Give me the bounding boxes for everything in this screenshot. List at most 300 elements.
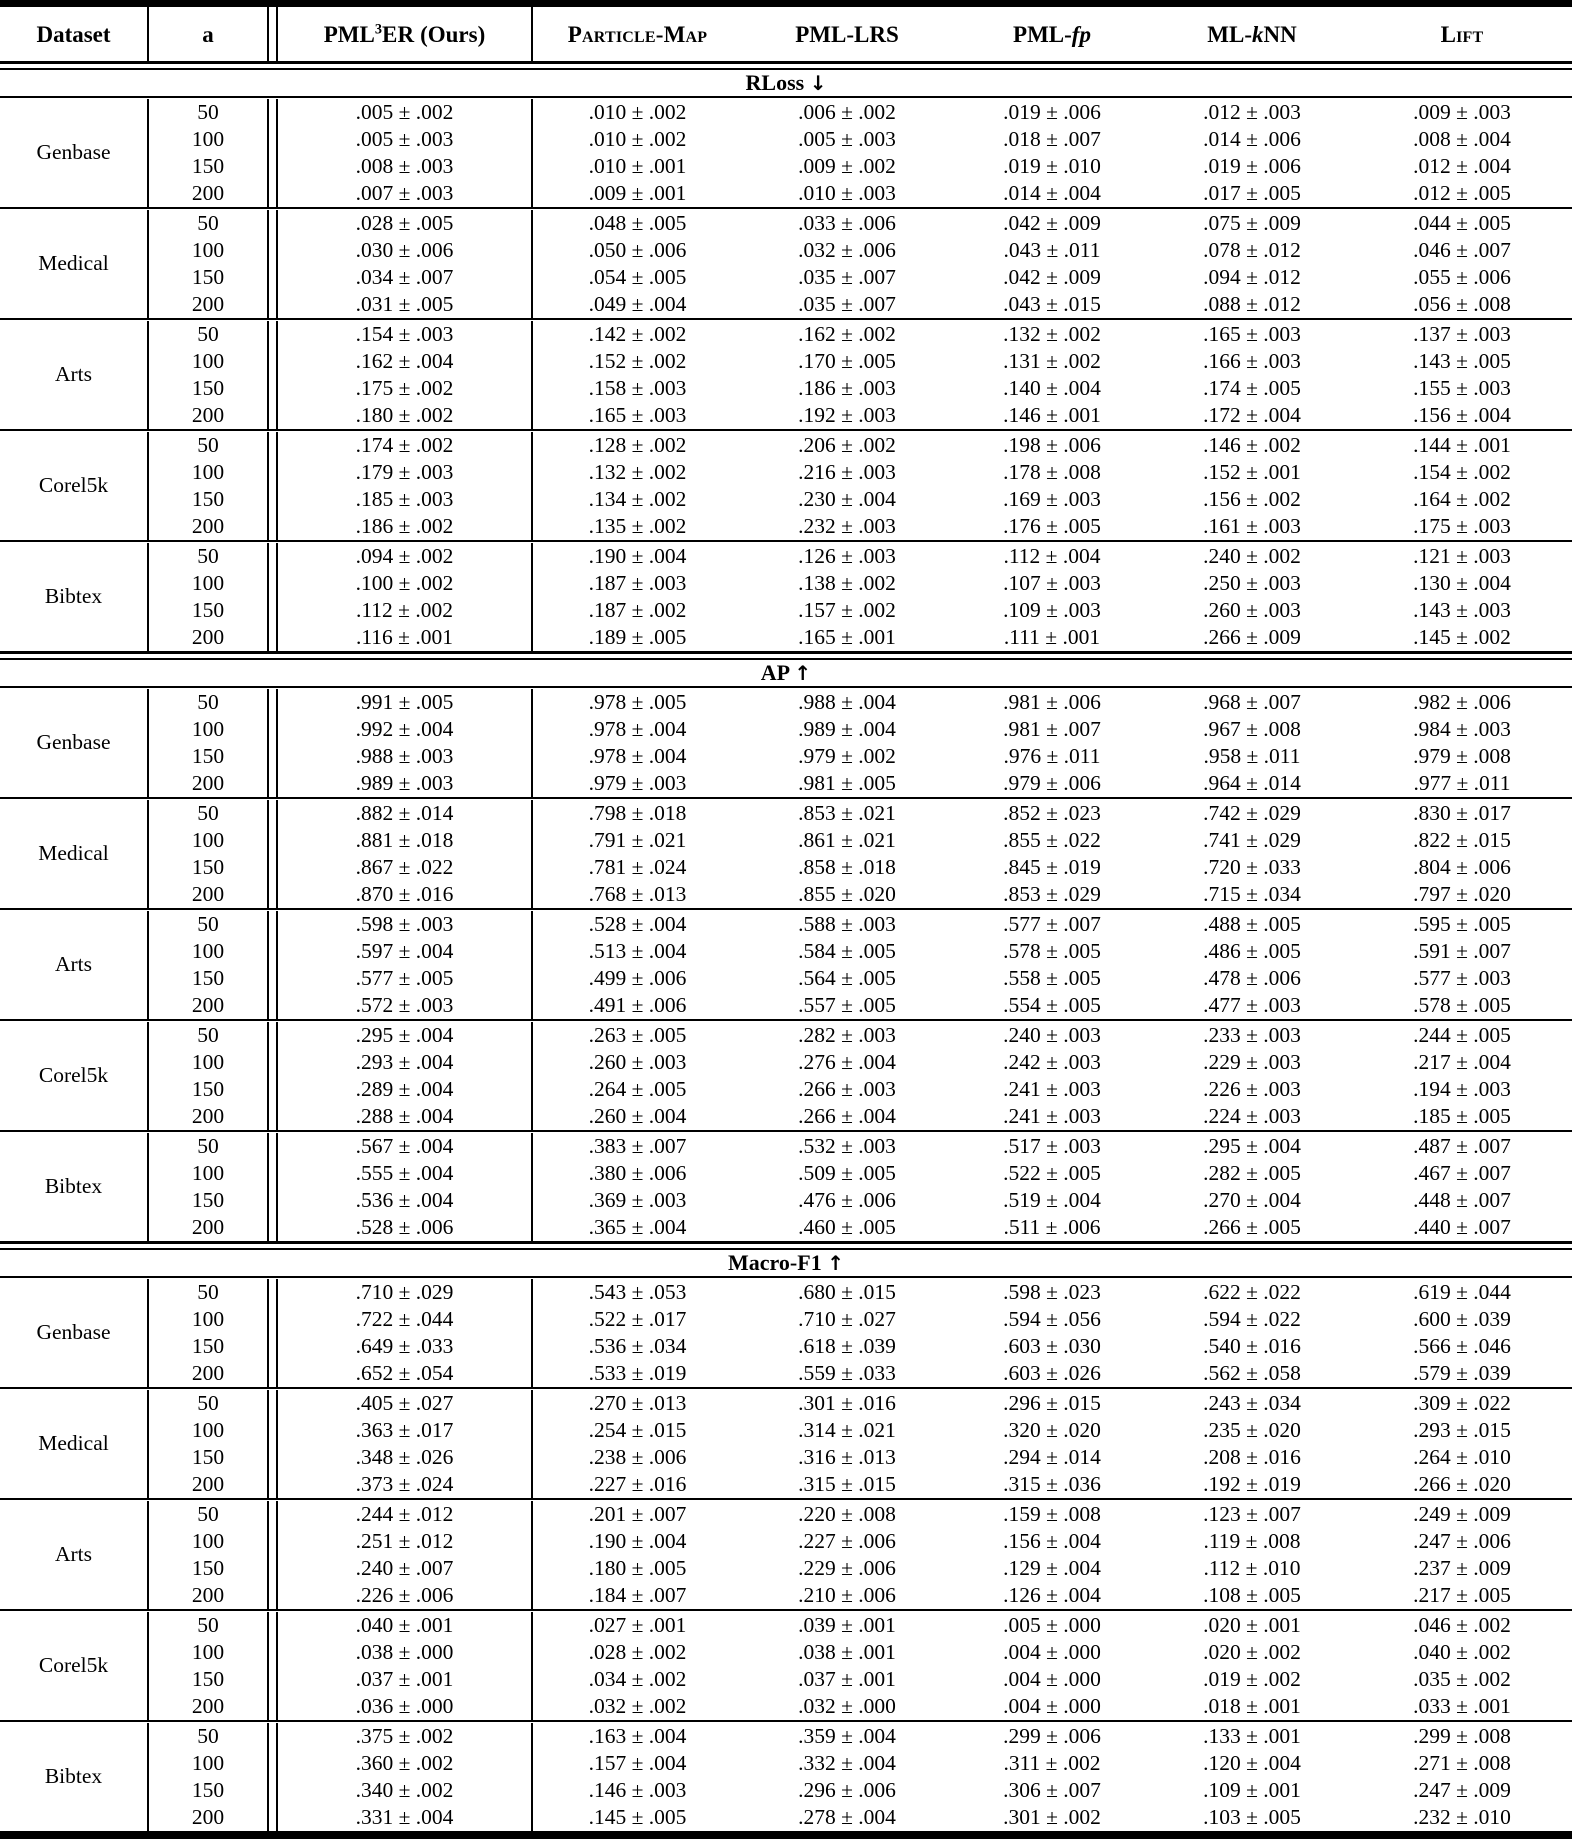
metric-cell-particle_map: .264 ± .005 (588, 1076, 687, 1101)
metric-cell-ml_knn: .720 ± .033 (1203, 854, 1301, 879)
parameter-a-cell: 50 (197, 1612, 219, 1637)
metric-cell-pml3er: .185 ± .003 (277, 486, 532, 513)
table-row (0, 1390, 1572, 1417)
metric-cell-pml_lrs: .035 ± .007 (798, 291, 896, 316)
table-row (0, 180, 1572, 207)
metric-cell-lift: .595 ± .005 (1413, 911, 1511, 936)
metric-cell-pml_fp: .315 ± .036 (1003, 1471, 1101, 1496)
metric-cell-ml_knn: .250 ± .003 (1203, 570, 1301, 595)
table-row (0, 237, 1572, 264)
table-row (0, 99, 1572, 126)
column-divider (268, 1049, 277, 1076)
parameter-a-cell: 150 (191, 153, 225, 178)
metric-cell-pml_lrs: .314 ± .021 (798, 1417, 896, 1442)
metric-cell-lift: .144 ± .001 (1413, 432, 1511, 457)
metric-cell-pml_lrs: .855 ± .020 (798, 881, 896, 906)
metric-cell-lift: .055 ± .006 (1413, 264, 1511, 289)
metric-cell-particle_map: .180 ± .005 (588, 1555, 687, 1580)
metric-cell-pml_lrs: .276 ± .004 (798, 1049, 896, 1074)
table-row (0, 800, 1572, 827)
metric-cell-particle_map: .533 ± .019 (588, 1360, 687, 1385)
metric-cell-pml3er: .989 ± .003 (277, 770, 532, 797)
parameter-a-cell: 150 (191, 1076, 225, 1101)
metric-cell-pml_fp: .019 ± .010 (1003, 153, 1101, 178)
table-row (0, 1133, 1572, 1160)
metric-cell-pml_fp: .109 ± .003 (1003, 597, 1101, 622)
metric-cell-pml_fp: .132 ± .002 (1003, 321, 1101, 346)
metric-cell-pml_fp: .240 ± .003 (1003, 1022, 1101, 1047)
metric-cell-pml3er: .375 ± .002 (277, 1723, 532, 1750)
metric-cell-pml_lrs: .210 ± .006 (798, 1582, 896, 1607)
table-header-row (0, 7, 1572, 61)
metric-cell-particle_map: .152 ± .002 (588, 348, 687, 373)
metric-cell-particle_map: .165 ± .003 (588, 402, 687, 427)
metric-cell-particle_map: .135 ± .002 (588, 513, 687, 538)
metric-cell-pml_lrs: .206 ± .002 (798, 432, 896, 457)
metric-cell-ml_knn: .478 ± .006 (1203, 965, 1301, 990)
metric-cell-lift: .579 ± .039 (1413, 1360, 1511, 1385)
parameter-a-cell: 50 (197, 689, 219, 714)
metric-cell-pml_lrs: .979 ± .002 (798, 743, 896, 768)
metric-cell-pml3er: .112 ± .002 (277, 597, 532, 624)
metric-cell-pml_lrs: .126 ± .003 (798, 543, 896, 568)
metric-cell-particle_map: .536 ± .034 (588, 1333, 687, 1358)
metric-cell-particle_map: .142 ± .002 (588, 321, 687, 346)
metric-cell-pml_fp: .004 ± .000 (1003, 1693, 1101, 1718)
metric-cell-ml_knn: .012 ± .003 (1203, 99, 1301, 124)
parameter-a-cell: 200 (191, 1804, 225, 1829)
metric-cell-lift: .145 ± .002 (1413, 624, 1511, 649)
column-divider (268, 1444, 277, 1471)
metric-cell-pml_lrs: .186 ± .003 (798, 375, 896, 400)
parameter-a-cell: 100 (191, 126, 225, 151)
metric-cell-lift: .175 ± .003 (1413, 513, 1511, 538)
parameter-a-cell: 100 (191, 459, 225, 484)
metric-cell-particle_map: .499 ± .006 (588, 965, 687, 990)
column-divider (268, 1187, 277, 1214)
dataset-name-cell: Bibtex (0, 1133, 148, 1241)
metric-cell-particle_map: .380 ± .006 (588, 1160, 687, 1185)
metric-cell-particle_map: .010 ± .002 (588, 126, 687, 151)
parameter-a-cell: 100 (191, 1417, 225, 1442)
metric-cell-pml_lrs: .988 ± .004 (798, 689, 896, 714)
table-row (0, 1444, 1572, 1471)
metric-cell-lift: .577 ± .003 (1413, 965, 1511, 990)
parameter-a-cell: 50 (197, 543, 219, 568)
metric-cell-pml_fp: .558 ± .005 (1003, 965, 1101, 990)
parameter-a-cell: 100 (191, 348, 225, 373)
metric-cell-pml3er: .005 ± .002 (277, 99, 532, 126)
metric-cell-pml_lrs: .033 ± .006 (798, 210, 896, 235)
table-row (0, 624, 1572, 651)
column-divider (268, 264, 277, 291)
metric-cell-pml_fp: .178 ± .008 (1003, 459, 1101, 484)
metric-cell-ml_knn: .119 ± .008 (1203, 1528, 1301, 1553)
parameter-a-cell: 150 (191, 854, 225, 879)
metric-cell-particle_map: .134 ± .002 (588, 486, 687, 511)
table-row (0, 486, 1572, 513)
table-row (0, 716, 1572, 743)
metric-cell-pml3er: .244 ± .012 (277, 1501, 532, 1528)
metric-cell-ml_knn: .094 ± .012 (1203, 264, 1301, 289)
table-row (0, 1306, 1572, 1333)
metric-cell-pml_lrs: .230 ± .004 (798, 486, 896, 511)
metric-cell-pml_fp: .976 ± .011 (1003, 743, 1101, 768)
metric-cell-pml_fp: .855 ± .022 (1003, 827, 1101, 852)
parameter-a-cell: 100 (191, 827, 225, 852)
metric-cell-lift: .217 ± .004 (1413, 1049, 1511, 1074)
metric-cell-pml3er: .007 ± .003 (277, 180, 532, 207)
header-pml3er: PML$^3$ER (Ours) (277, 7, 532, 61)
metric-cell-pml_lrs: .165 ± .001 (798, 624, 896, 649)
table-row (0, 570, 1572, 597)
table-row (0, 126, 1572, 153)
metric-cell-lift: .266 ± .020 (1413, 1471, 1511, 1496)
dataset-name-cell: Medical (0, 800, 148, 908)
dataset-name-cell: Corel5k (0, 1612, 148, 1720)
column-divider (268, 402, 277, 429)
metric-cell-pml_lrs: .989 ± .004 (798, 716, 896, 741)
metric-cell-pml3er: .174 ± .002 (277, 432, 532, 459)
table-row (0, 402, 1572, 429)
metric-cell-pml_lrs: .138 ± .002 (798, 570, 896, 595)
metric-cell-ml_knn: .270 ± .004 (1203, 1187, 1301, 1212)
metric-cell-pml3er: .988 ± .003 (277, 743, 532, 770)
parameter-a-cell: 150 (191, 743, 225, 768)
metric-cell-ml_knn: .014 ± .006 (1203, 126, 1301, 151)
dataset-name-cell: Arts (0, 911, 148, 1019)
metric-cell-ml_knn: .235 ± .020 (1203, 1417, 1301, 1442)
dataset-name-cell: Bibtex (0, 1723, 148, 1831)
column-divider (268, 486, 277, 513)
metric-cell-pml_lrs: .332 ± .004 (798, 1750, 896, 1775)
table-row (0, 1582, 1572, 1609)
metric-cell-pml3er: .598 ± .003 (277, 911, 532, 938)
dataset-name-cell: Arts (0, 321, 148, 429)
metric-cell-pml_lrs: .559 ± .033 (798, 1360, 896, 1385)
column-divider (268, 153, 277, 180)
dataset-name-cell: Bibtex (0, 543, 148, 651)
parameter-a-cell: 200 (191, 402, 225, 427)
metric-cell-lift: .487 ± .007 (1413, 1133, 1511, 1158)
parameter-a-cell: 150 (191, 1444, 225, 1469)
metric-cell-ml_knn: .075 ± .009 (1203, 210, 1301, 235)
metric-cell-ml_knn: .295 ± .004 (1203, 1133, 1301, 1158)
section-header-rloss (0, 70, 1572, 96)
column-divider (268, 770, 277, 797)
section-title: AP (760, 660, 789, 685)
metric-cell-particle_map: .054 ± .005 (588, 264, 687, 289)
parameter-a-cell: 100 (191, 1049, 225, 1074)
metric-cell-pml3er: .340 ± .002 (277, 1777, 532, 1804)
parameter-a-cell: 50 (197, 432, 219, 457)
table-row (0, 1160, 1572, 1187)
table-row (0, 1187, 1572, 1214)
table-row (0, 1750, 1572, 1777)
metric-cell-pml_lrs: .282 ± .003 (798, 1022, 896, 1047)
table-row (0, 459, 1572, 486)
column-divider (268, 1750, 277, 1777)
metric-cell-pml_lrs: .509 ± .005 (798, 1160, 896, 1185)
metric-cell-particle_map: .260 ± .003 (588, 1049, 687, 1074)
metric-cell-particle_map: .009 ± .001 (588, 180, 687, 205)
metric-cell-pml3er: .991 ± .005 (277, 689, 532, 716)
metric-cell-pml_fp: .111 ± .001 (1003, 624, 1101, 649)
metric-cell-ml_knn: .174 ± .005 (1203, 375, 1301, 400)
metric-cell-particle_map: .132 ± .002 (588, 459, 687, 484)
column-divider (268, 1306, 277, 1333)
column-divider (268, 1022, 277, 1049)
metric-cell-pml_lrs: .584 ± .005 (798, 938, 896, 963)
metric-cell-ml_knn: .019 ± .002 (1203, 1666, 1301, 1691)
metric-cell-pml_fp: .042 ± .009 (1003, 210, 1101, 235)
column-divider (268, 938, 277, 965)
metric-cell-lift: .982 ± .006 (1413, 689, 1511, 714)
column-divider (268, 237, 277, 264)
column-divider (268, 1723, 277, 1750)
metric-cell-ml_knn: .968 ± .007 (1203, 689, 1301, 714)
metric-cell-lift: .137 ± .003 (1413, 321, 1511, 346)
metric-cell-lift: .040 ± .002 (1413, 1639, 1511, 1664)
metric-cell-lift: .440 ± .007 (1413, 1214, 1511, 1239)
column-divider (268, 1160, 277, 1187)
parameter-a-cell: 50 (197, 1022, 219, 1047)
parameter-a-cell: 150 (191, 264, 225, 289)
metric-cell-particle_map: .263 ± .005 (588, 1022, 687, 1047)
metric-cell-pml_fp: .517 ± .003 (1003, 1133, 1101, 1158)
metric-cell-ml_knn: .109 ± .001 (1203, 1777, 1301, 1802)
column-divider (268, 992, 277, 1019)
metric-cell-ml_knn: .742 ± .029 (1203, 800, 1301, 825)
metric-cell-pml_fp: .979 ± .006 (1003, 770, 1101, 795)
column-divider (268, 291, 277, 318)
header-lift: Lift (1440, 21, 1484, 47)
column-divider (268, 1501, 277, 1528)
table-row (0, 432, 1572, 459)
metric-cell-pml_fp: .004 ± .000 (1003, 1666, 1101, 1691)
column-divider (268, 1417, 277, 1444)
metric-cell-pml3er: .179 ± .003 (277, 459, 532, 486)
dataset-name-cell: Arts (0, 1501, 148, 1609)
metric-cell-pml3er: .034 ± .007 (277, 264, 532, 291)
metric-cell-pml_lrs: .006 ± .002 (798, 99, 896, 124)
metric-cell-pml_lrs: .010 ± .003 (798, 180, 896, 205)
metric-cell-pml_fp: .294 ± .014 (1003, 1444, 1101, 1469)
metric-cell-ml_knn: .486 ± .005 (1203, 938, 1301, 963)
metric-cell-pml3er: .577 ± .005 (277, 965, 532, 992)
metric-cell-pml_lrs: .216 ± .003 (798, 459, 896, 484)
parameter-a-cell: 100 (191, 1306, 225, 1331)
metric-cell-pml_fp: .159 ± .008 (1003, 1501, 1101, 1526)
metric-cell-pml_fp: .603 ± .030 (1003, 1333, 1101, 1358)
section-direction-arrow: ↑ (794, 661, 812, 685)
metric-cell-lift: .164 ± .002 (1413, 486, 1511, 511)
metric-cell-lift: .143 ± .003 (1413, 597, 1511, 622)
metric-cell-particle_map: .027 ± .001 (588, 1612, 687, 1637)
column-divider (268, 432, 277, 459)
metric-cell-lift: .232 ± .010 (1413, 1804, 1511, 1829)
table-row (0, 1360, 1572, 1387)
column-divider (268, 965, 277, 992)
column-divider (268, 1639, 277, 1666)
section-title: RLoss (745, 70, 805, 95)
metric-cell-lift: .143 ± .005 (1413, 348, 1511, 373)
metric-cell-lift: .217 ± .005 (1413, 1582, 1511, 1607)
section-direction-arrow: ↓ (809, 71, 827, 95)
metric-cell-ml_knn: .562 ± .058 (1203, 1360, 1301, 1385)
metric-cell-pml3er: .162 ± .004 (277, 348, 532, 375)
metric-cell-ml_knn: .192 ± .019 (1203, 1471, 1301, 1496)
metric-cell-ml_knn: .108 ± .005 (1203, 1582, 1301, 1607)
metric-cell-pml_lrs: .532 ± .003 (798, 1133, 896, 1158)
metric-cell-pml_lrs: .301 ± .016 (798, 1390, 896, 1415)
metric-cell-ml_knn: .260 ± .003 (1203, 597, 1301, 622)
column-divider (268, 1390, 277, 1417)
metric-cell-particle_map: .158 ± .003 (588, 375, 687, 400)
parameter-a-cell: 100 (191, 570, 225, 595)
metric-cell-pml3er: .289 ± .004 (277, 1076, 532, 1103)
metric-cell-particle_map: .543 ± .053 (588, 1279, 687, 1304)
metric-cell-pml3er: .881 ± .018 (277, 827, 532, 854)
parameter-a-cell: 200 (191, 513, 225, 538)
metric-cell-pml3er: .175 ± .002 (277, 375, 532, 402)
metric-cell-ml_knn: .229 ± .003 (1203, 1049, 1301, 1074)
metric-cell-pml3er: .037 ± .001 (277, 1666, 532, 1693)
metric-cell-pml_lrs: .157 ± .002 (798, 597, 896, 622)
dataset-name-cell: Corel5k (0, 1022, 148, 1130)
table-row (0, 992, 1572, 1019)
metric-cell-pml_lrs: .315 ± .015 (798, 1471, 896, 1496)
metric-cell-particle_map: .781 ± .024 (588, 854, 687, 879)
metric-cell-lift: .448 ± .007 (1413, 1187, 1511, 1212)
metric-cell-pml_fp: .320 ± .020 (1003, 1417, 1101, 1442)
metric-cell-particle_map: .979 ± .003 (588, 770, 687, 795)
metric-cell-particle_map: .227 ± .016 (588, 1471, 687, 1496)
metric-cell-particle_map: .528 ± .004 (588, 911, 687, 936)
metric-cell-pml_lrs: .032 ± .000 (798, 1693, 896, 1718)
metric-cell-pml_fp: .845 ± .019 (1003, 854, 1101, 879)
table-row (0, 1666, 1572, 1693)
metric-cell-particle_map: .238 ± .006 (588, 1444, 687, 1469)
metric-cell-lift: .984 ± .003 (1413, 716, 1511, 741)
metric-cell-pml_fp: .019 ± .006 (1003, 99, 1101, 124)
metric-cell-pml3er: .180 ± .002 (277, 402, 532, 429)
metric-cell-particle_map: .157 ± .004 (588, 1750, 687, 1775)
metric-cell-pml_fp: .156 ± .004 (1003, 1528, 1101, 1553)
metric-cell-lift: .056 ± .008 (1413, 291, 1511, 316)
column-divider (268, 1133, 277, 1160)
column-divider (268, 1103, 277, 1130)
metric-cell-pml3er: .094 ± .002 (277, 543, 532, 570)
metric-cell-pml_fp: .981 ± .007 (1003, 716, 1101, 741)
metric-cell-lift: .309 ± .022 (1413, 1390, 1511, 1415)
metric-cell-pml3er: .555 ± .004 (277, 1160, 532, 1187)
metric-cell-pml_lrs: .032 ± .006 (798, 237, 896, 262)
metric-cell-pml3er: .867 ± .022 (277, 854, 532, 881)
metric-cell-particle_map: .128 ± .002 (588, 432, 687, 457)
metric-cell-ml_knn: .282 ± .005 (1203, 1160, 1301, 1185)
metric-cell-ml_knn: .120 ± .004 (1203, 1750, 1301, 1775)
metric-cell-pml3er: .992 ± .004 (277, 716, 532, 743)
metric-cell-ml_knn: .166 ± .003 (1203, 348, 1301, 373)
parameter-a-cell: 50 (197, 1133, 219, 1158)
metric-cell-pml_lrs: .266 ± .003 (798, 1076, 896, 1101)
column-divider (268, 854, 277, 881)
metric-cell-ml_knn: .123 ± .007 (1203, 1501, 1301, 1526)
table-row (0, 321, 1572, 348)
metric-cell-particle_map: .190 ± .004 (588, 543, 687, 568)
metric-cell-particle_map: .146 ± .003 (588, 1777, 687, 1802)
metric-cell-particle_map: .522 ± .017 (588, 1306, 687, 1331)
column-divider (268, 1582, 277, 1609)
metric-cell-pml_lrs: .009 ± .002 (798, 153, 896, 178)
metric-cell-particle_map: .254 ± .015 (588, 1417, 687, 1442)
column-divider (268, 827, 277, 854)
parameter-a-cell: 200 (191, 180, 225, 205)
table-row (0, 210, 1572, 237)
metric-cell-lift: .830 ± .017 (1413, 800, 1511, 825)
metric-cell-pml_lrs: .037 ± .001 (798, 1666, 896, 1691)
parameter-a-cell: 50 (197, 1723, 219, 1748)
parameter-a-cell: 50 (197, 321, 219, 346)
metric-cell-pml3er: .240 ± .007 (277, 1555, 532, 1582)
table-row (0, 743, 1572, 770)
parameter-a-cell: 200 (191, 1214, 225, 1239)
table-row (0, 854, 1572, 881)
metric-cell-pml_fp: .005 ± .000 (1003, 1612, 1101, 1637)
table-row (0, 597, 1572, 624)
metric-cell-pml3er: .360 ± .002 (277, 1750, 532, 1777)
parameter-a-cell: 100 (191, 1528, 225, 1553)
metric-cell-lift: .046 ± .002 (1413, 1612, 1511, 1637)
metric-cell-pml_fp: .140 ± .004 (1003, 375, 1101, 400)
parameter-a-cell: 200 (191, 1693, 225, 1718)
column-divider (268, 597, 277, 624)
metric-cell-pml_lrs: .170 ± .005 (798, 348, 896, 373)
metric-cell-pml3er: .288 ± .004 (277, 1103, 532, 1130)
metric-cell-particle_map: .010 ± .001 (588, 153, 687, 178)
table-row (0, 1555, 1572, 1582)
metric-cell-pml_fp: .981 ± .006 (1003, 689, 1101, 714)
metric-cell-pml3er: .870 ± .016 (277, 881, 532, 908)
column-divider (268, 513, 277, 540)
parameter-a-cell: 200 (191, 1360, 225, 1385)
metric-cell-particle_map: .184 ± .007 (588, 1582, 687, 1607)
column-divider (268, 743, 277, 770)
table-rule (0, 61, 1572, 70)
column-divider (268, 1333, 277, 1360)
metric-cell-particle_map: .189 ± .005 (588, 624, 687, 649)
column-divider (268, 689, 277, 716)
metric-cell-pml_lrs: .853 ± .021 (798, 800, 896, 825)
column-divider (268, 1693, 277, 1720)
table-row (0, 689, 1572, 716)
dataset-name-cell: Genbase (0, 1279, 148, 1387)
parameter-a-cell: 50 (197, 1390, 219, 1415)
metric-cell-pml_fp: .578 ± .005 (1003, 938, 1101, 963)
metric-cell-lift: .467 ± .007 (1413, 1160, 1511, 1185)
table-row (0, 1804, 1572, 1831)
metric-cell-pml_lrs: .858 ± .018 (798, 854, 896, 879)
metric-cell-ml_knn: .266 ± .009 (1203, 624, 1301, 649)
parameter-a-cell: 150 (191, 1666, 225, 1691)
parameter-a-cell: 150 (191, 486, 225, 511)
metric-cell-particle_map: .032 ± .002 (588, 1693, 687, 1718)
section-header-ap (0, 660, 1572, 686)
parameter-a-cell: 50 (197, 99, 219, 124)
parameter-a-cell: 200 (191, 291, 225, 316)
metric-cell-ml_knn: .088 ± .012 (1203, 291, 1301, 316)
